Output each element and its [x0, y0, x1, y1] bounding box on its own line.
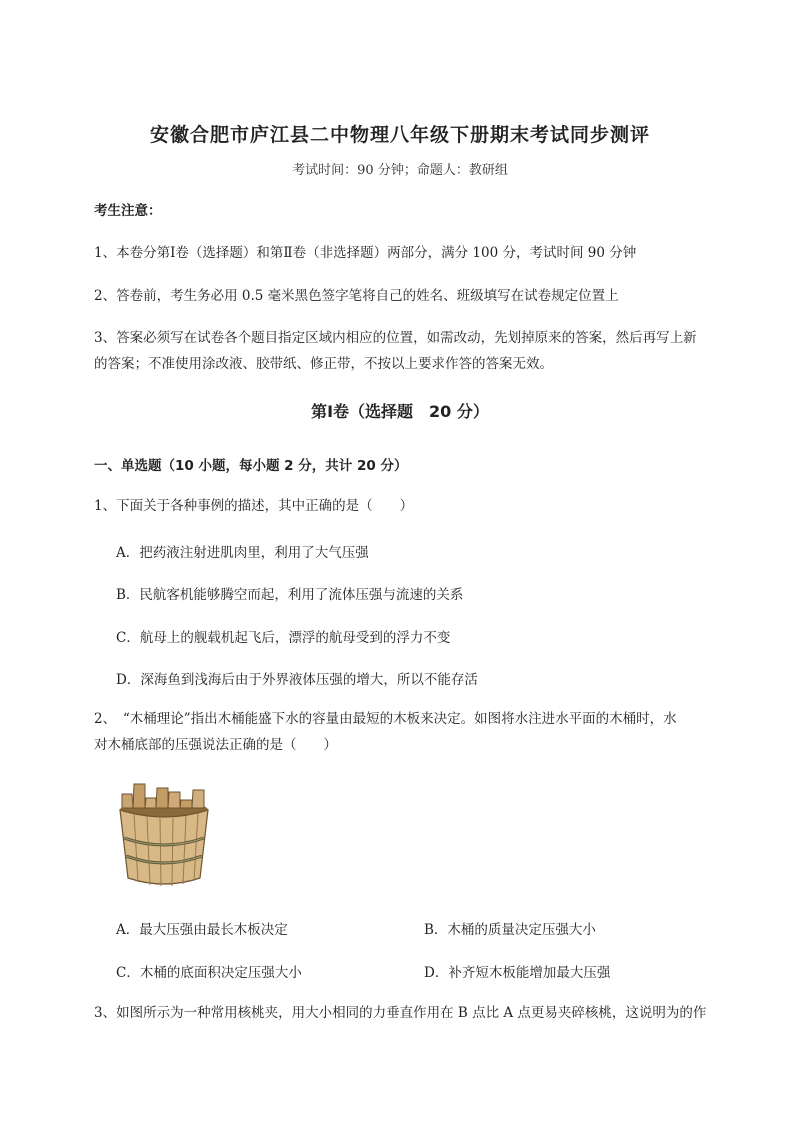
question-2-stem: 对木桶底部的压强说法正确的是（ ）: [94, 737, 337, 753]
question-2-stem: 2、 “木桶理论”指出木桶能盛下水的容量由最短的木板来决定。如图将水注进水平面的木桶时，水: [94, 711, 677, 727]
question-2-option-c[interactable]: C．木桶的底面积决定压强大小: [116, 965, 302, 981]
wooden-bucket-figure: [112, 782, 216, 888]
question-2-option-d[interactable]: D．补齐短木板能增加最大压强: [424, 965, 611, 981]
question-2-option-a[interactable]: A．最大压强由最长木板决定: [116, 922, 288, 938]
question-3-stem: 3、如图所示为一种常用核桃夹，用大小相同的力垂直作用在 B 点比 A 点更易夹碎核桃，这说明为的作: [94, 1005, 707, 1021]
notice-item: 1、本卷分第Ⅰ卷（选择题）和第Ⅱ卷（非选择题）两部分，满分 100 分，考试时间 90 分钟: [94, 245, 637, 261]
question-1-option-a[interactable]: A．把药液注射进肌肉里，利用了大气压强: [116, 545, 369, 561]
question-1-option-b[interactable]: B．民航客机能够腾空而起，利用了流体压强与流速的关系: [116, 587, 464, 603]
section-title: 第Ⅰ卷（选择题 20 分）: [311, 402, 489, 421]
exam-title: 安徽合肥市庐江县二中物理八年级下册期末考试同步测评: [149, 124, 650, 146]
question-1-option-c[interactable]: C．航母上的舰载机起飞后，漂浮的航母受到的浮力不变: [116, 630, 451, 646]
notice-item: 的答案；不准使用涂改液、胶带纸、修正带，不按以上要求作答的答案无效。: [94, 356, 553, 372]
notice-item: 3、答案必须写在试卷各个题目指定区域内相应的位置，如需改动，先划掉原来的答案，然后再写上新: [94, 330, 697, 346]
question-2-option-b[interactable]: B．木桶的质量决定压强大小: [424, 922, 596, 938]
question-1-stem: 1、下面关于各种事例的描述，其中正确的是（ ）: [94, 498, 414, 514]
exam-subtitle: 考试时间：90 分钟；命题人：教研组: [292, 163, 508, 178]
question-1-option-d[interactable]: D．深海鱼到浅海后由于外界液体压强的增大，所以不能存活: [116, 672, 478, 688]
notice-item: 2、答卷前，考生务必用 0.5 毫米黑色签字笔将自己的姓名、班级填写在试卷规定位置上: [94, 288, 619, 304]
part-heading: 一、单选题（10 小题，每小题 2 分，共计 20 分）: [94, 458, 408, 474]
notice-heading: 考生注意：: [94, 203, 162, 219]
